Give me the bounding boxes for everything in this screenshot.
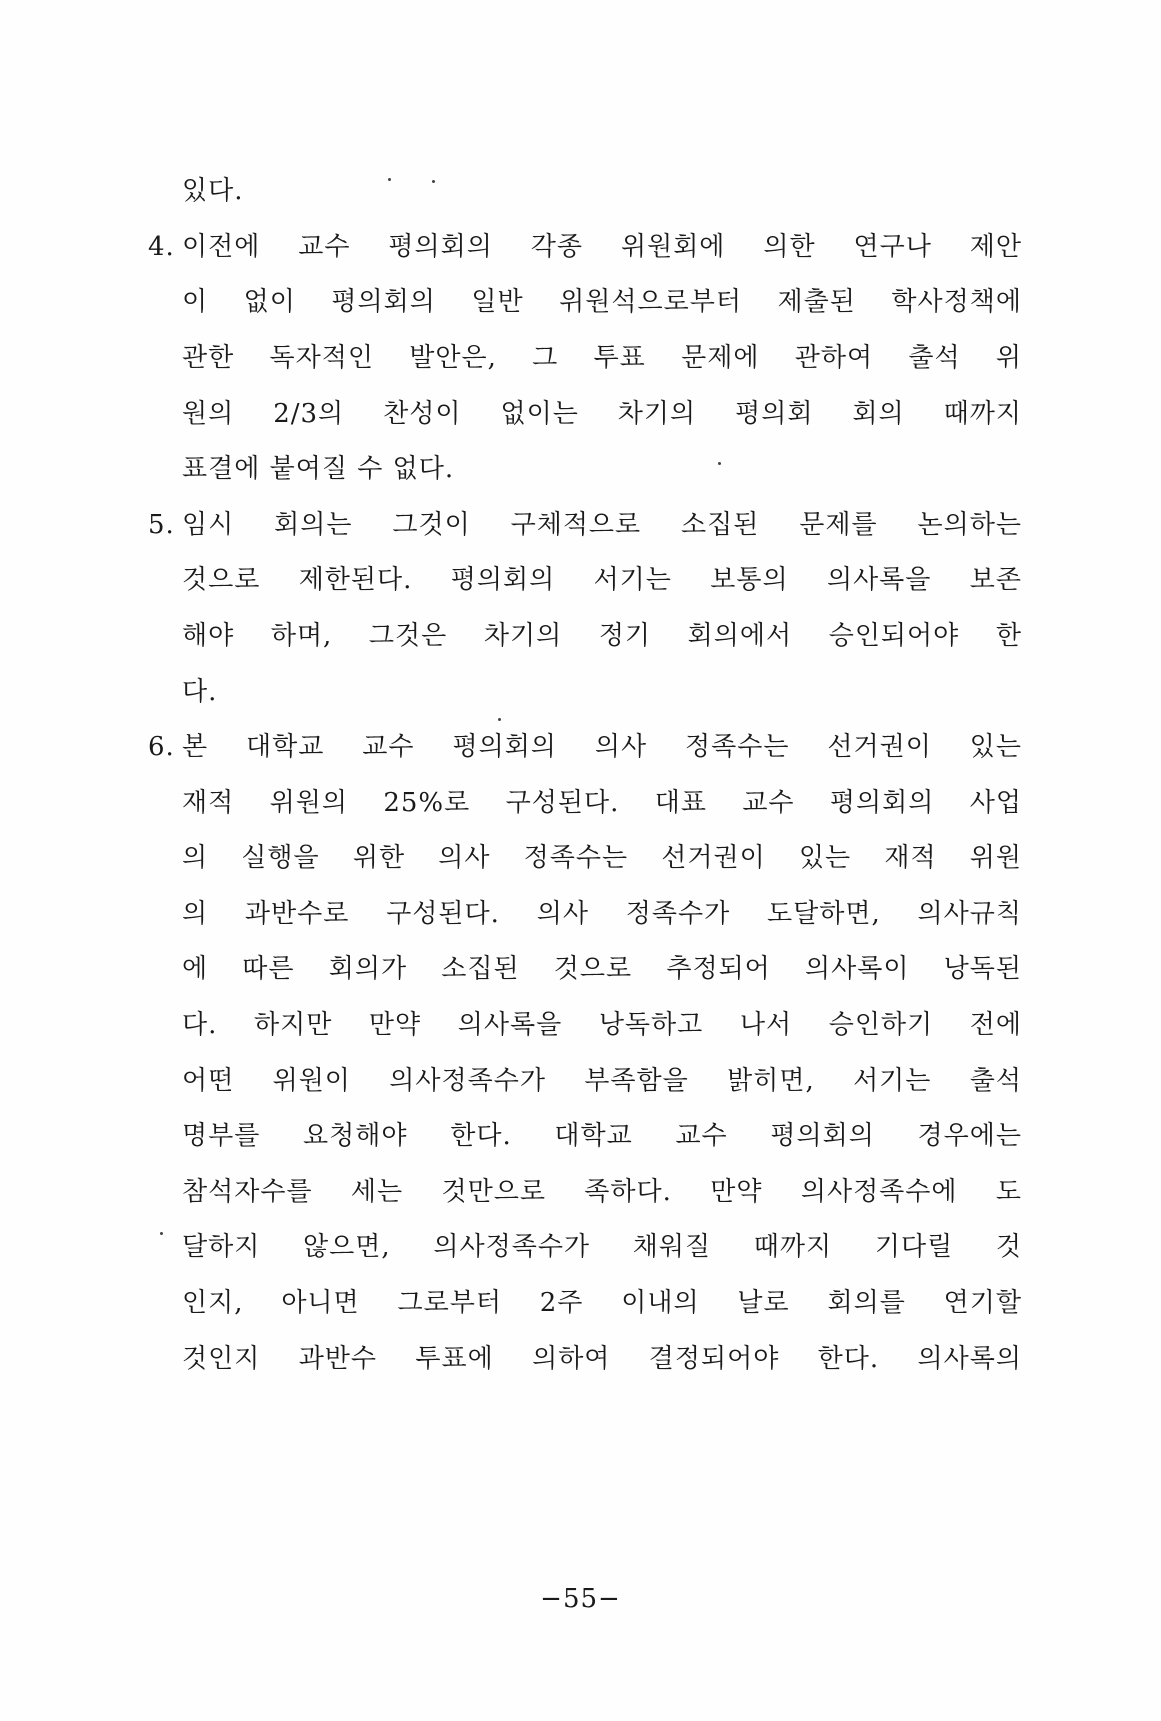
- item-4-line: 이 없이 평의회의 일반 위원석으로부터 제출된 학사정책에: [182, 287, 1022, 317]
- item-6-line: 본 대학교 교수 평의회의 의사 정족수는 선거권이 있는: [182, 732, 1022, 762]
- item-6-line: 명부를 요청해야 한다. 대학교 교수 평의회의 경우에는: [182, 1121, 1022, 1151]
- item-5-line: 다.: [182, 677, 218, 707]
- item-6-line: 달하지 않으면, 의사정족수가 채워질 때까지 기다릴 것: [182, 1232, 1022, 1262]
- item-6-line: 의 실행을 위한 의사 정족수는 선거권이 있는 재적 위원: [182, 843, 1022, 873]
- item-4-line: 표결에 붙여질 수 없다.: [182, 454, 455, 484]
- scan-speck: [160, 1232, 163, 1235]
- scan-speck: [498, 718, 501, 721]
- continuation-line: 있다.: [182, 176, 244, 206]
- item-6-line: 에 따른 회의가 소집된 것으로 추정되어 의사록이 낭독된: [182, 954, 1022, 984]
- item-4-line: 관한 독자적인 발안은, 그 투표 문제에 관하여 출석 위: [182, 343, 1022, 373]
- item-6-line: 참석자수를 세는 것만으로 족하다. 만약 의사정족수에 도: [182, 1177, 1022, 1207]
- item-6-line: 어떤 위원이 의사정족수가 부족함을 밝히면, 서기는 출석: [182, 1066, 1022, 1096]
- item-4-line: 이전에 교수 평의회의 각종 위원회에 의한 연구나 제안: [182, 232, 1022, 262]
- item-6-line: 인지, 아니면 그로부터 2주 이내의 날로 회의를 연기할: [182, 1288, 1022, 1318]
- item-5-line: 해야 하며, 그것은 차기의 정기 회의에서 승인되어야 한: [182, 621, 1022, 651]
- item-5-line: 것으로 제한된다. 평의회의 서기는 보통의 의사록을 보존: [182, 565, 1022, 595]
- item-6-line: 재적 위원의 25%로 구성된다. 대표 교수 평의회의 사업: [182, 788, 1022, 818]
- item-5-line: 임시 회의는 그것이 구체적으로 소집된 문제를 논의하는: [182, 510, 1022, 540]
- item-6-line: 의 과반수로 구성된다. 의사 정족수가 도달하면, 의사규칙: [182, 899, 1022, 929]
- item-4-line: 원의 2/3의 찬성이 없이는 차기의 평의회 회의 때까지: [182, 399, 1022, 429]
- item-number-4: 4.: [148, 232, 175, 262]
- item-6-line: 것인지 과반수 투표에 의하여 결정되어야 한다. 의사록의: [182, 1344, 1022, 1374]
- item-number-6: 6.: [148, 732, 175, 762]
- item-number-5: 5.: [148, 510, 175, 540]
- item-6-line: 다. 하지만 만약 의사록을 낭독하고 나서 승인하기 전에: [182, 1010, 1022, 1040]
- page-number: −55−: [540, 1584, 621, 1614]
